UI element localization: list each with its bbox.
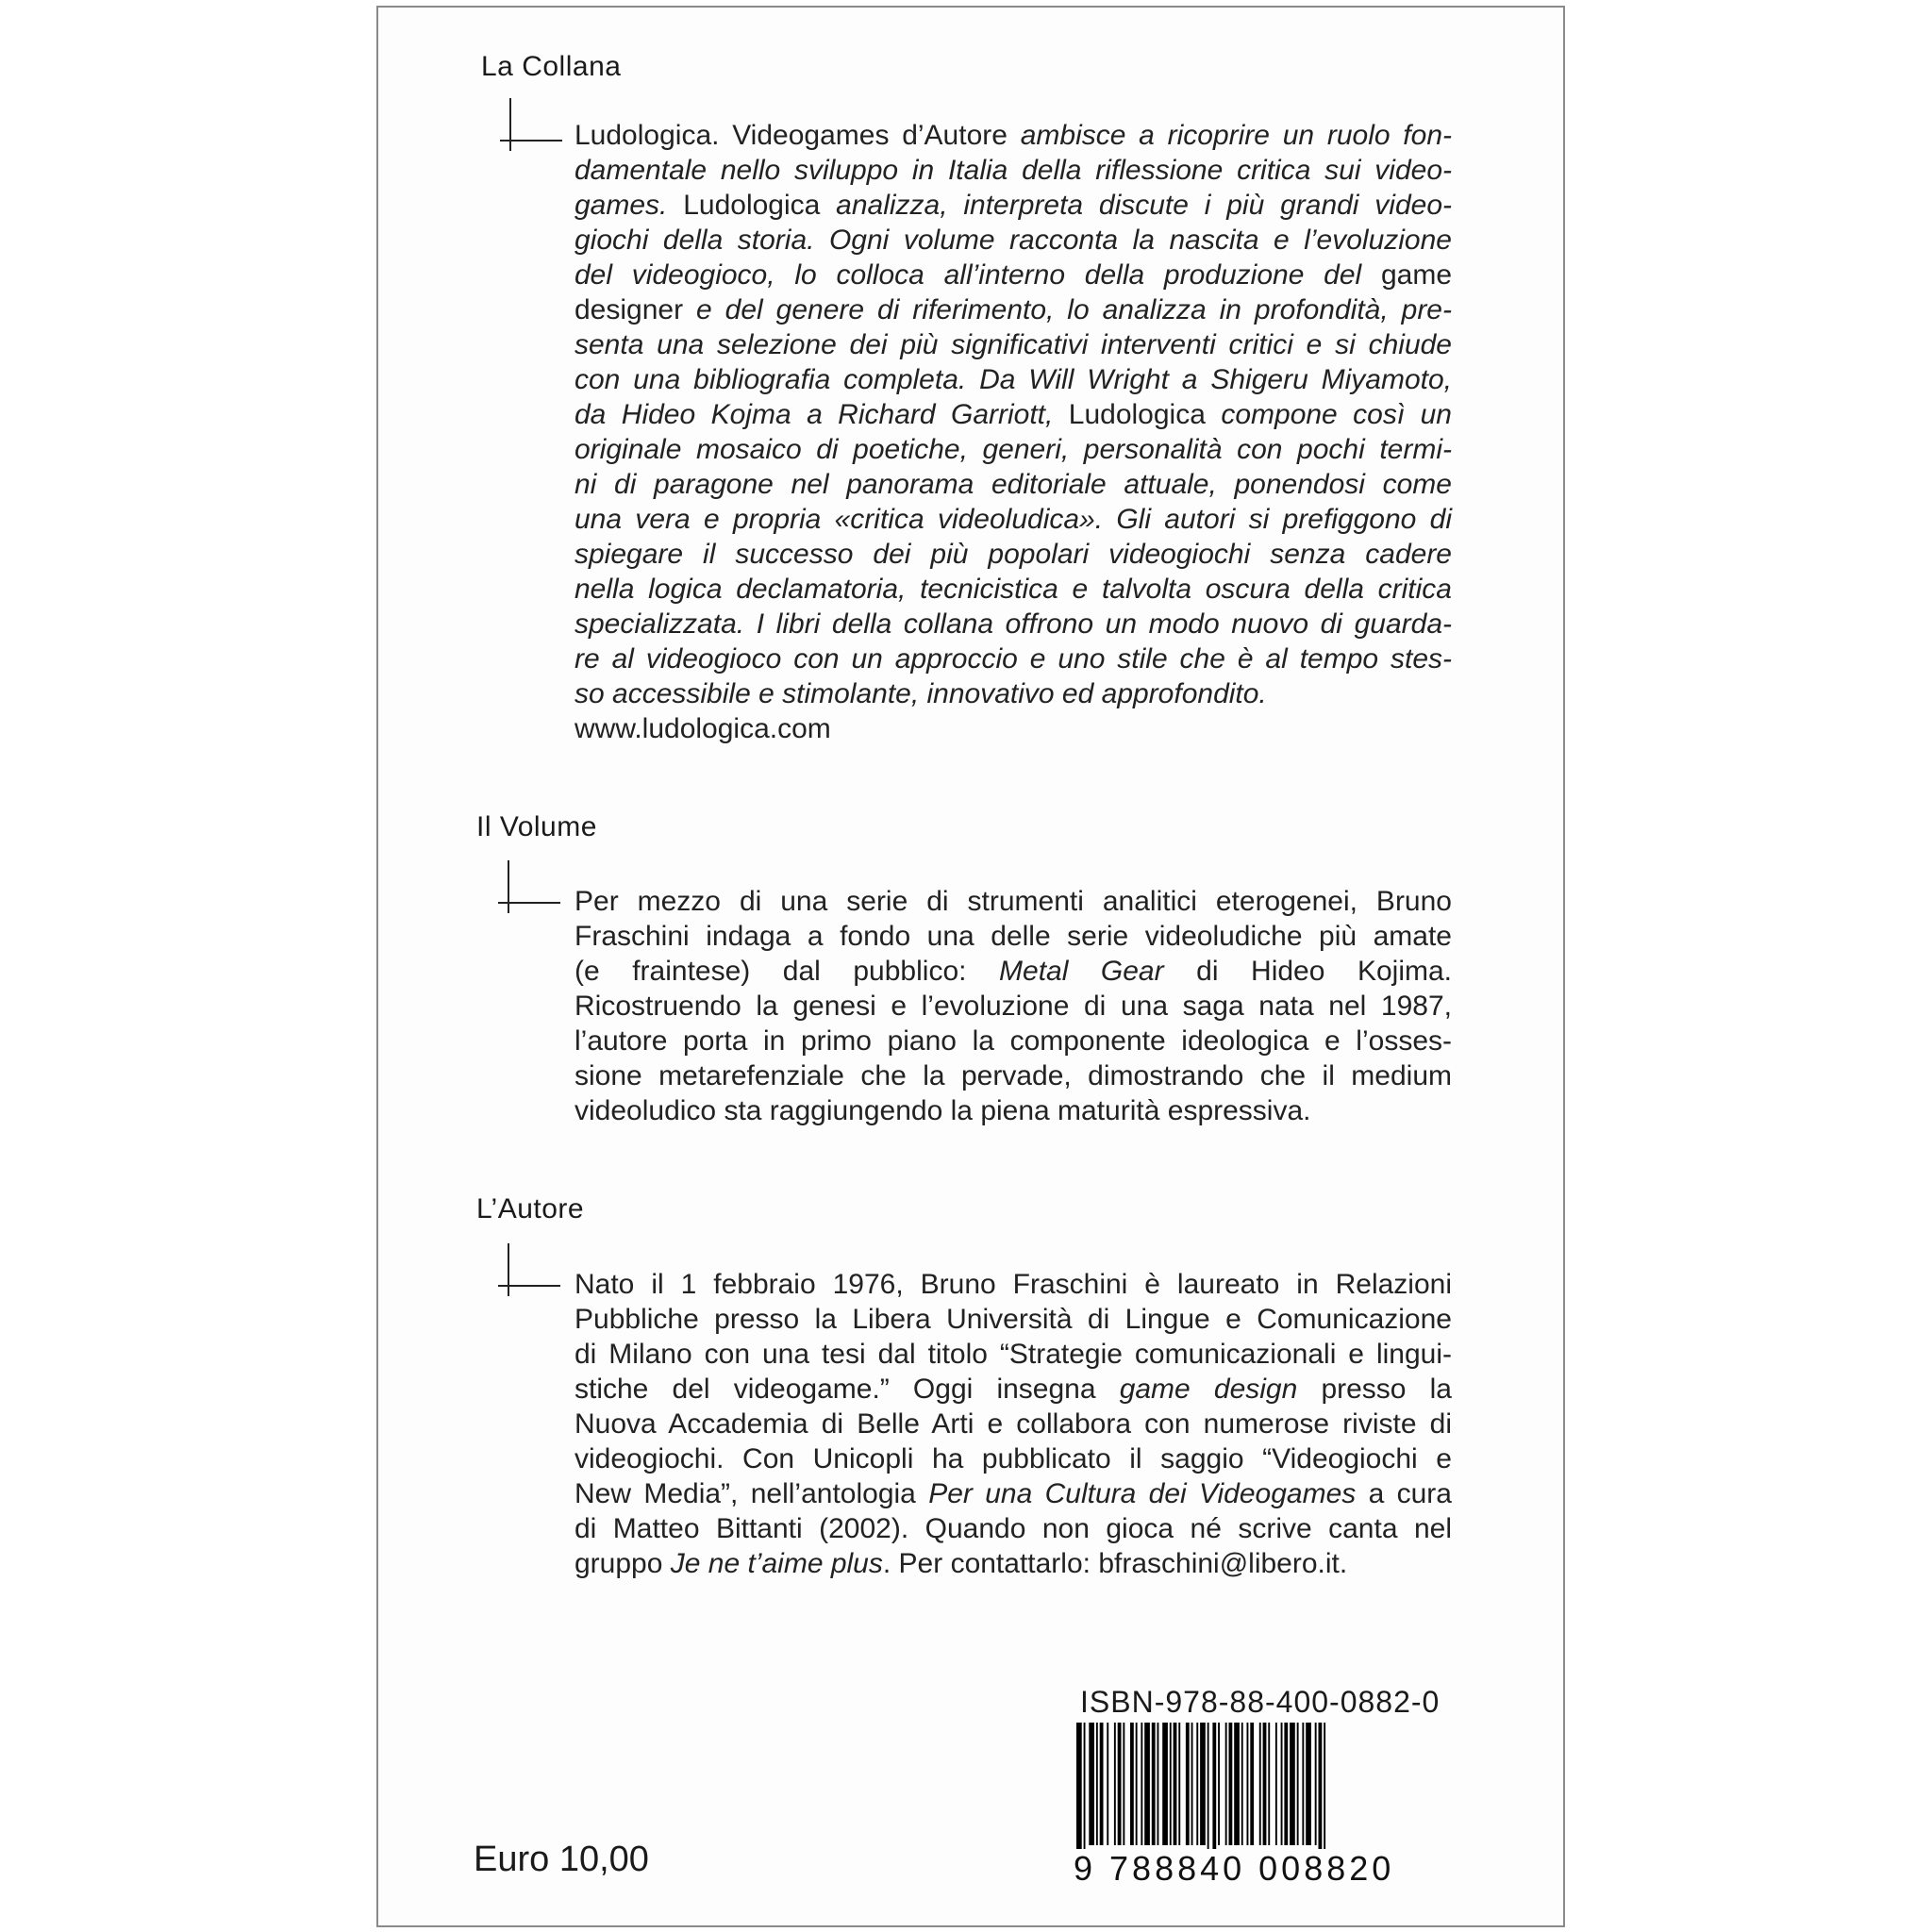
barcode-bar [1259,1723,1261,1845]
text-run: so accessibile e stimolante, innovativo ed approfondito. [575,678,1267,709]
paragraph-line [575,1093,1452,1128]
barcode-bar [1130,1723,1134,1845]
barcode-bar [1123,1723,1124,1845]
text-run: Nuova Accademia di Belle Arti e collabora con numerose riviste di [575,1408,1452,1440]
barcode-bar [1315,1723,1317,1845]
paragraph-line [575,641,1452,676]
paragraph-line [575,1372,1452,1407]
barcode-image [1073,1723,1450,1864]
barcode-bar [1208,1723,1209,1864]
text-run: l’autore porta in primo piano la componente ideologica e l’osses- [575,1025,1452,1057]
barcode-bar [1076,1723,1082,1864]
price-label: Euro 10,00 [474,1840,649,1879]
text-run: giochi della storia. Ogni volume racconta la nascita e l’evoluzione [575,225,1452,256]
text-run: gruppo [575,1548,671,1579]
paragraph-line [575,258,1452,292]
paragraph-line [575,989,1452,1024]
barcode-bar [1196,1723,1198,1845]
barcode-bar [1089,1723,1094,1845]
barcode-bar [1212,1723,1216,1864]
paragraph-line [575,711,1452,746]
paragraph-line [575,1267,1452,1302]
paragraph-line [575,1337,1452,1372]
paragraph-line [575,223,1452,258]
text-run: a cura [1356,1478,1452,1509]
barcode-bar [1107,1723,1108,1845]
section-marker-collana [500,98,557,155]
text-run: del videogioco, lo colloca all’interno della produzione del [575,259,1381,291]
text-run: Per mezzo di una serie di strumenti analitici eterogenei, Bruno [575,886,1452,917]
paragraph-line [575,1511,1452,1546]
paragraph-line [575,188,1452,223]
text-run: Ricostruendo la genesi e l’evoluzione di una saga nata nel 1987, [575,991,1452,1022]
text-run: Fraschini indaga a fondo una delle serie videoludiche più amate [575,921,1452,952]
paragraph-line [575,362,1452,397]
text-run: New Media”, nell’antologia [575,1478,929,1509]
barcode-bar [1319,1723,1323,1864]
text-run: Pubbliche presso la Libera Università di Lingue e Comunicazione [575,1304,1452,1335]
text-run: damentale nello sviluppo in Italia della riflessione critica sui video- [575,155,1452,186]
text-run: www.ludologica.com [575,713,831,744]
text-run: Nato il 1 febbraio 1976, Bruno Fraschini è laureato in Relazioni [575,1269,1452,1300]
text-run: (e fraintese) dal pubblico: [575,956,1000,987]
text-run: Per una Cultura dei Videogames [928,1478,1357,1509]
paragraph-line [575,676,1452,711]
barcode-bar [1284,1723,1288,1845]
text-run: originale mosaico di poetiche, generi, personalità con pochi termi- [575,434,1452,465]
barcode-bar [1114,1723,1116,1845]
barcode-bar [1275,1723,1277,1845]
barcode-bar [1152,1723,1156,1845]
text-run: di Hideo Kojima. [1163,956,1452,987]
paragraph-line [575,292,1452,327]
paragraph-line [575,537,1452,572]
text-run: ambisce a ricoprire un ruolo fon- [1020,120,1452,151]
text-run: Ludologica [683,190,837,221]
paragraph-line [575,397,1452,432]
barcode-digits: 9 788840 008820 [1074,1849,1395,1888]
text-run: da Hideo Kojma a Richard Garriott, [575,399,1069,430]
isbn-label: ISBN-978-88-400-0882-0 [1080,1685,1441,1719]
barcode-bar [1170,1723,1172,1845]
text-run: con una bibliografia completa. Da Will Wright a Shigeru Miyamoto, [575,364,1452,395]
text-run: di Matteo Bittanti (2002). Quando non gioca né scrive canta nel [575,1513,1452,1544]
text-run: una vera e propria «critica videoludica». Gli autori si prefiggono di [575,504,1452,535]
section-title-autore: L’Autore [476,1193,585,1224]
barcode-bar [1218,1723,1220,1845]
barcode-bar [1084,1723,1086,1864]
barcode-bar [1144,1723,1150,1845]
text-run: designer [575,294,697,325]
barcode-bar [1268,1723,1270,1845]
text-run: Je ne t’aime plus [670,1548,883,1579]
paragraph-line [575,572,1452,607]
barcode-bar [1118,1723,1122,1845]
text-run: compone così un [1221,399,1452,430]
barcode-bar [1229,1723,1233,1845]
barcode-bar [1174,1723,1177,1845]
text-run: sione metarefenziale che la pervade, dimostrando che il medium [575,1060,1452,1091]
text-run: nella logica declamatoria, tecnicistica e talvolta oscura della critica [575,574,1452,605]
text-run: game [1380,259,1452,291]
barcode-bar [1162,1723,1168,1845]
paragraph-autore [575,1267,1452,1581]
barcode-bar [1200,1723,1206,1845]
text-run: Ludologica [1068,399,1222,430]
text-run: ni di paragone nel panorama editoriale attuale, ponendosi come [575,469,1452,500]
barcode-bar [1136,1723,1138,1845]
text-run: Ludologica. Videogames d’Autore [575,120,1021,151]
text-run: re al videogioco con un approccio e uno stile che è al tempo stes- [575,643,1452,675]
text-run: presso la [1297,1374,1452,1405]
barcode-bar [1241,1723,1243,1845]
barcode-bar [1263,1723,1267,1845]
text-run: senta una selezione dei più significativi interventi critici e si chiude [575,329,1452,360]
barcode-bar [1297,1723,1299,1845]
text-run: analizza, interpreta discute i più grandi video- [836,190,1452,221]
barcode-bar [1324,1723,1325,1864]
section-marker-volume [498,860,555,917]
text-run: videoludico sta raggiungendo la piena maturità espressiva. [575,1095,1311,1126]
paragraph-line [575,502,1452,537]
barcode-bar [1302,1723,1304,1845]
barcode-bar [1158,1723,1159,1845]
text-run: di Milano con una tesi dal titolo “Strategie comunicazionali e lingui- [575,1339,1452,1370]
paragraph-line [575,954,1452,989]
text-run: game design [1119,1374,1298,1405]
paragraph-line [575,432,1452,467]
barcode-bar [1178,1723,1180,1845]
text-run: e del genere di riferimento, lo analizza in profondità, pre- [696,294,1452,325]
section-title-collana: La Collana [481,51,622,82]
paragraph-line [575,919,1452,954]
barcode-bar [1100,1723,1104,1845]
text-run: games. [575,190,684,221]
paragraph-line [575,467,1452,502]
barcode-bar [1247,1723,1249,1845]
paragraph-line [575,327,1452,362]
paragraph-line [575,1476,1452,1511]
barcode-bar [1225,1723,1227,1845]
text-run: spiegare il successo dei più popolari videogiochi senza cadere [575,539,1452,570]
barcode-bar [1141,1723,1142,1845]
paragraph-line [575,1407,1452,1441]
paragraph-line [575,118,1452,153]
section-title-volume: Il Volume [476,811,597,842]
paragraph-line [575,1302,1452,1337]
text-run: Metal Gear [999,956,1164,987]
barcode-bar [1186,1723,1190,1845]
barcode-bar [1290,1723,1295,1845]
paragraph-volume [575,884,1452,1128]
section-marker-autore [498,1243,555,1300]
text-run: specializzata. I libri della collana offrono un modo nuovo di guarda- [575,608,1452,640]
text-run: videogiochi. Con Unicopli ha pubblicato il saggio “Videogiochi e [575,1443,1452,1474]
barcode-bar [1234,1723,1240,1845]
barcode-bar [1306,1723,1311,1845]
text-run: stiche del videogame.” Oggi insegna [575,1374,1120,1405]
barcode-bar [1281,1723,1283,1845]
barcode-bar [1191,1723,1193,1845]
paragraph-line [575,1441,1452,1476]
paragraph-line [575,884,1452,919]
barcode-bar [1096,1723,1098,1845]
paragraph-line [575,1546,1452,1581]
paragraph-line [575,1024,1452,1058]
paragraph-line [575,1058,1452,1093]
paragraph-collana [575,118,1452,746]
paragraph-line [575,607,1452,641]
text-run: . Per contattarlo: bfraschini@libero.it. [882,1548,1348,1579]
barcode-bar [1250,1723,1254,1845]
paragraph-line [575,153,1452,188]
